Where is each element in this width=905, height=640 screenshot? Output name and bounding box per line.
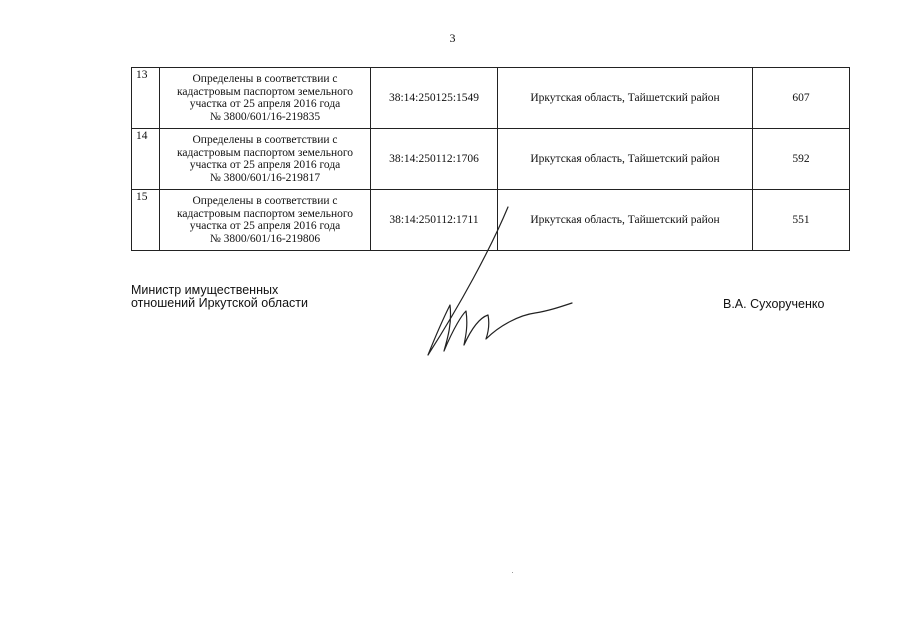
row-number: 14 bbox=[132, 129, 160, 190]
basis-line: № 3800/601/16-219817 bbox=[209, 171, 321, 184]
basis-line: участка от 25 апреля 2016 года bbox=[189, 159, 341, 171]
location-cell: Иркутская область, Тайшетский район bbox=[498, 190, 753, 251]
row-number: 15 bbox=[132, 190, 160, 251]
area-cell: 592 bbox=[753, 129, 850, 190]
area-cell: 607 bbox=[753, 68, 850, 129]
basis-line: кадастровым паспортом земельного bbox=[176, 207, 354, 220]
row-number: 13 bbox=[132, 68, 160, 129]
basis-line: Определены в соответствии с bbox=[192, 73, 338, 85]
table-row bbox=[132, 68, 850, 129]
basis-line: Определены в соответствии с bbox=[192, 134, 338, 146]
location-cell: Иркутская область, Тайшетский район bbox=[498, 129, 753, 190]
basis-line: № 3800/601/16-219835 bbox=[209, 110, 321, 123]
basis-cell bbox=[160, 129, 371, 190]
basis-line: участка от 25 апреля 2016 года bbox=[189, 220, 341, 232]
signatory-title bbox=[131, 284, 308, 310]
cadastral-number: 38:14:250112:1711 bbox=[371, 190, 498, 251]
page-number: 3 bbox=[449, 31, 456, 45]
basis-line: кадастровым паспортом земельного bbox=[176, 146, 354, 159]
location-cell: Иркутская область, Тайшетский район bbox=[498, 68, 753, 129]
handwritten-signature-icon bbox=[420, 205, 580, 365]
table-row bbox=[132, 129, 850, 190]
signatory-name: В.А. Сухорученко bbox=[723, 297, 825, 311]
basis-cell bbox=[160, 190, 371, 251]
basis-cell bbox=[160, 68, 371, 129]
cadastral-number: 38:14:250125:1549 bbox=[371, 68, 498, 129]
basis-line: участка от 25 апреля 2016 года bbox=[189, 98, 341, 110]
basis-line: № 3800/601/16-219806 bbox=[209, 232, 321, 245]
basis-line: кадастровым паспортом земельного bbox=[176, 85, 354, 98]
signatory-title-line: отношений Иркутской области bbox=[131, 296, 308, 310]
basis-line: Определены в соответствии с bbox=[192, 195, 338, 207]
cadastral-number: 38:14:250112:1706 bbox=[371, 129, 498, 190]
signatory-title-line: Министр имущественных bbox=[131, 283, 279, 297]
scan-speck bbox=[512, 572, 513, 573]
area-cell: 551 bbox=[753, 190, 850, 251]
